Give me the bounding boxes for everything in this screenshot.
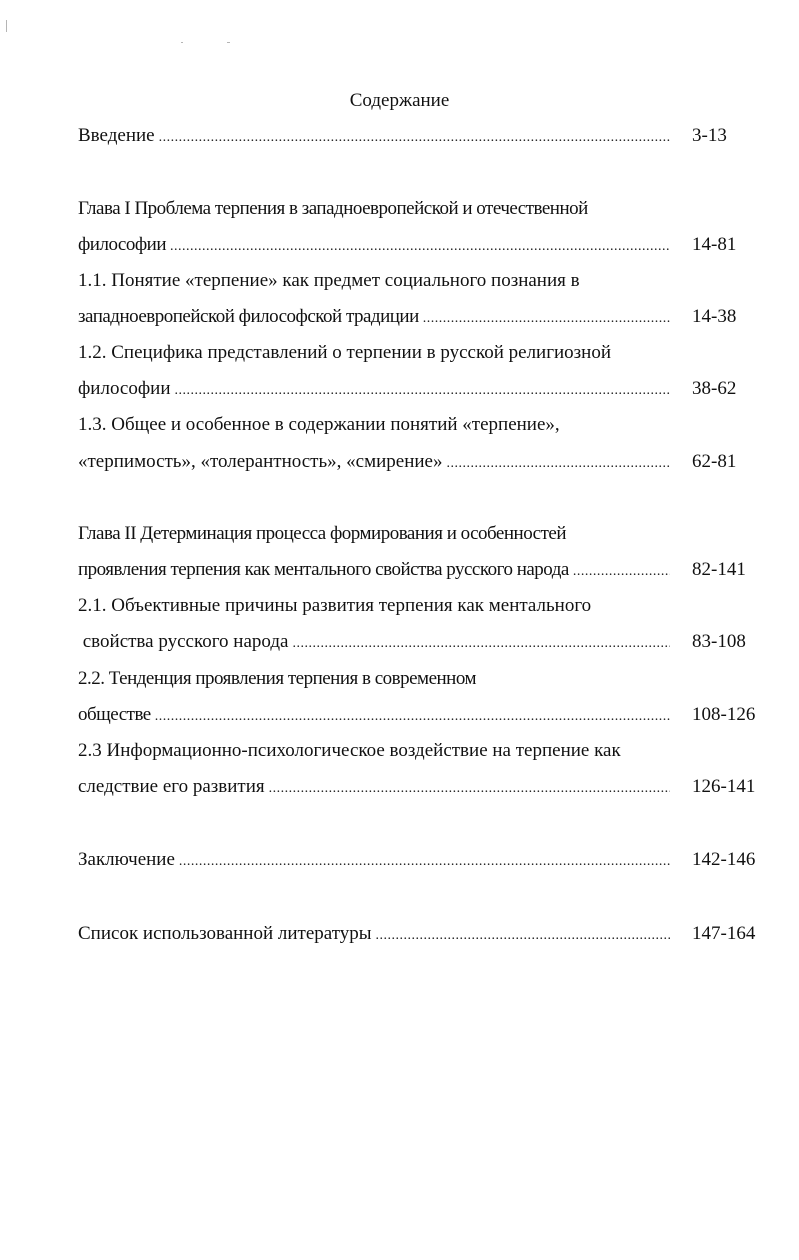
toc-entry — [78, 304, 670, 330]
toc-title: Содержание — [349, 90, 450, 111]
toc-entry-text: следствие его развития — [78, 776, 265, 797]
toc-line-chapter-1 — [78, 232, 758, 258]
toc-line-chapter-1-heading — [78, 196, 758, 222]
toc-line-section-1-3-heading — [78, 412, 758, 438]
scan-speck — [181, 42, 183, 43]
toc-entry-text: философии — [78, 378, 171, 399]
toc-line-conclusion — [78, 847, 758, 873]
toc-entry-text: Введение — [78, 125, 155, 146]
toc-page-range: 126-141 — [692, 776, 756, 797]
toc-page-range: 14-38 — [692, 306, 737, 327]
toc-entry-text: Глава II Детерминация процесса формирования и особенностей — [78, 523, 567, 544]
dot-leader — [292, 631, 670, 655]
toc-line-bibliography — [78, 921, 758, 947]
dot-leader — [446, 451, 670, 475]
toc-line-section-2-1-heading — [78, 593, 758, 619]
toc-entry-text: западноевропейской философской традиции — [78, 306, 419, 327]
toc-page-range: 38-62 — [692, 378, 737, 399]
toc-line-section-1-2 — [78, 376, 758, 402]
toc-line-section-2-1 — [78, 629, 758, 655]
toc-entry — [78, 629, 670, 655]
toc-line-section-1-1 — [78, 304, 758, 330]
toc-entry-text: Глава I Проблема терпения в западноевропейской и отечественной — [78, 198, 588, 219]
toc-entry-text: философии — [78, 234, 167, 255]
toc-entry — [78, 921, 670, 947]
toc-line-section-1-3 — [78, 449, 758, 475]
toc-entry-text: 1.3. Общее и особенное в содержании понятий «терпение», — [78, 414, 560, 435]
toc-entry-text: Заключение — [78, 849, 175, 870]
dot-leader — [155, 704, 670, 728]
toc-line-section-1-2-heading — [78, 340, 758, 366]
dot-leader — [376, 923, 670, 947]
toc-entry — [78, 774, 670, 800]
toc-page-range: 142-146 — [692, 849, 756, 870]
toc-entry-text: обществе — [78, 704, 151, 725]
toc-entry-text: свойства русского народа — [78, 631, 289, 652]
toc-page-range: 147-164 — [692, 923, 756, 944]
toc-entry-text: 2.3 Информационно-психологическое воздействие на терпение как — [78, 740, 621, 761]
dot-leader — [423, 306, 670, 330]
toc-entry-text: 2.1. Объективные причины развития терпения как ментального — [78, 595, 592, 616]
toc-entry-text: 2.2. Тенденция проявления терпения в современном — [78, 668, 477, 689]
dot-leader — [175, 378, 670, 402]
toc-line-section-1-1-heading — [78, 268, 758, 294]
toc-entry-text: 1.2. Специфика представлений о терпении в русской религиозной — [78, 342, 612, 363]
toc-entry — [78, 123, 670, 149]
toc-entry-text: 1.1. Понятие «терпение» как предмет социального познания в — [78, 270, 580, 291]
scan-speck — [227, 42, 230, 43]
toc-entry — [78, 449, 670, 475]
dot-leader — [170, 234, 670, 258]
toc-line-chapter-2 — [78, 557, 758, 583]
toc-line-section-2-3-heading — [78, 738, 758, 764]
toc-page-range: 62-81 — [692, 451, 737, 472]
dot-leader — [269, 776, 670, 800]
scan-speck — [6, 20, 7, 32]
toc-entry — [78, 557, 670, 583]
toc-line-introduction — [78, 123, 758, 149]
toc-entry — [78, 376, 670, 402]
toc-line-section-2-3 — [78, 774, 758, 800]
toc-page-range: 83-108 — [692, 631, 746, 652]
toc-entry-text: проявления терпения как ментального свойства русского народа — [78, 559, 569, 580]
toc-entry-text: Список использованной литературы — [78, 923, 372, 944]
toc-entry — [78, 702, 670, 728]
toc-entry — [78, 847, 670, 873]
toc-page-range: 108-126 — [692, 704, 756, 725]
toc-entry-text: «терпимость», «толерантность», «смирение» — [78, 451, 443, 472]
dot-leader — [179, 849, 670, 873]
dot-leader — [573, 559, 670, 583]
toc-line-section-2-2-heading — [78, 666, 758, 692]
dot-leader — [159, 125, 670, 149]
toc-page-range: 3-13 — [692, 125, 727, 146]
toc-entry — [78, 232, 670, 258]
toc-page-range: 14-81 — [692, 234, 737, 255]
toc-line-section-2-2 — [78, 702, 758, 728]
toc-line-chapter-2-heading — [78, 521, 758, 547]
toc-page-range: 82-141 — [692, 559, 746, 580]
